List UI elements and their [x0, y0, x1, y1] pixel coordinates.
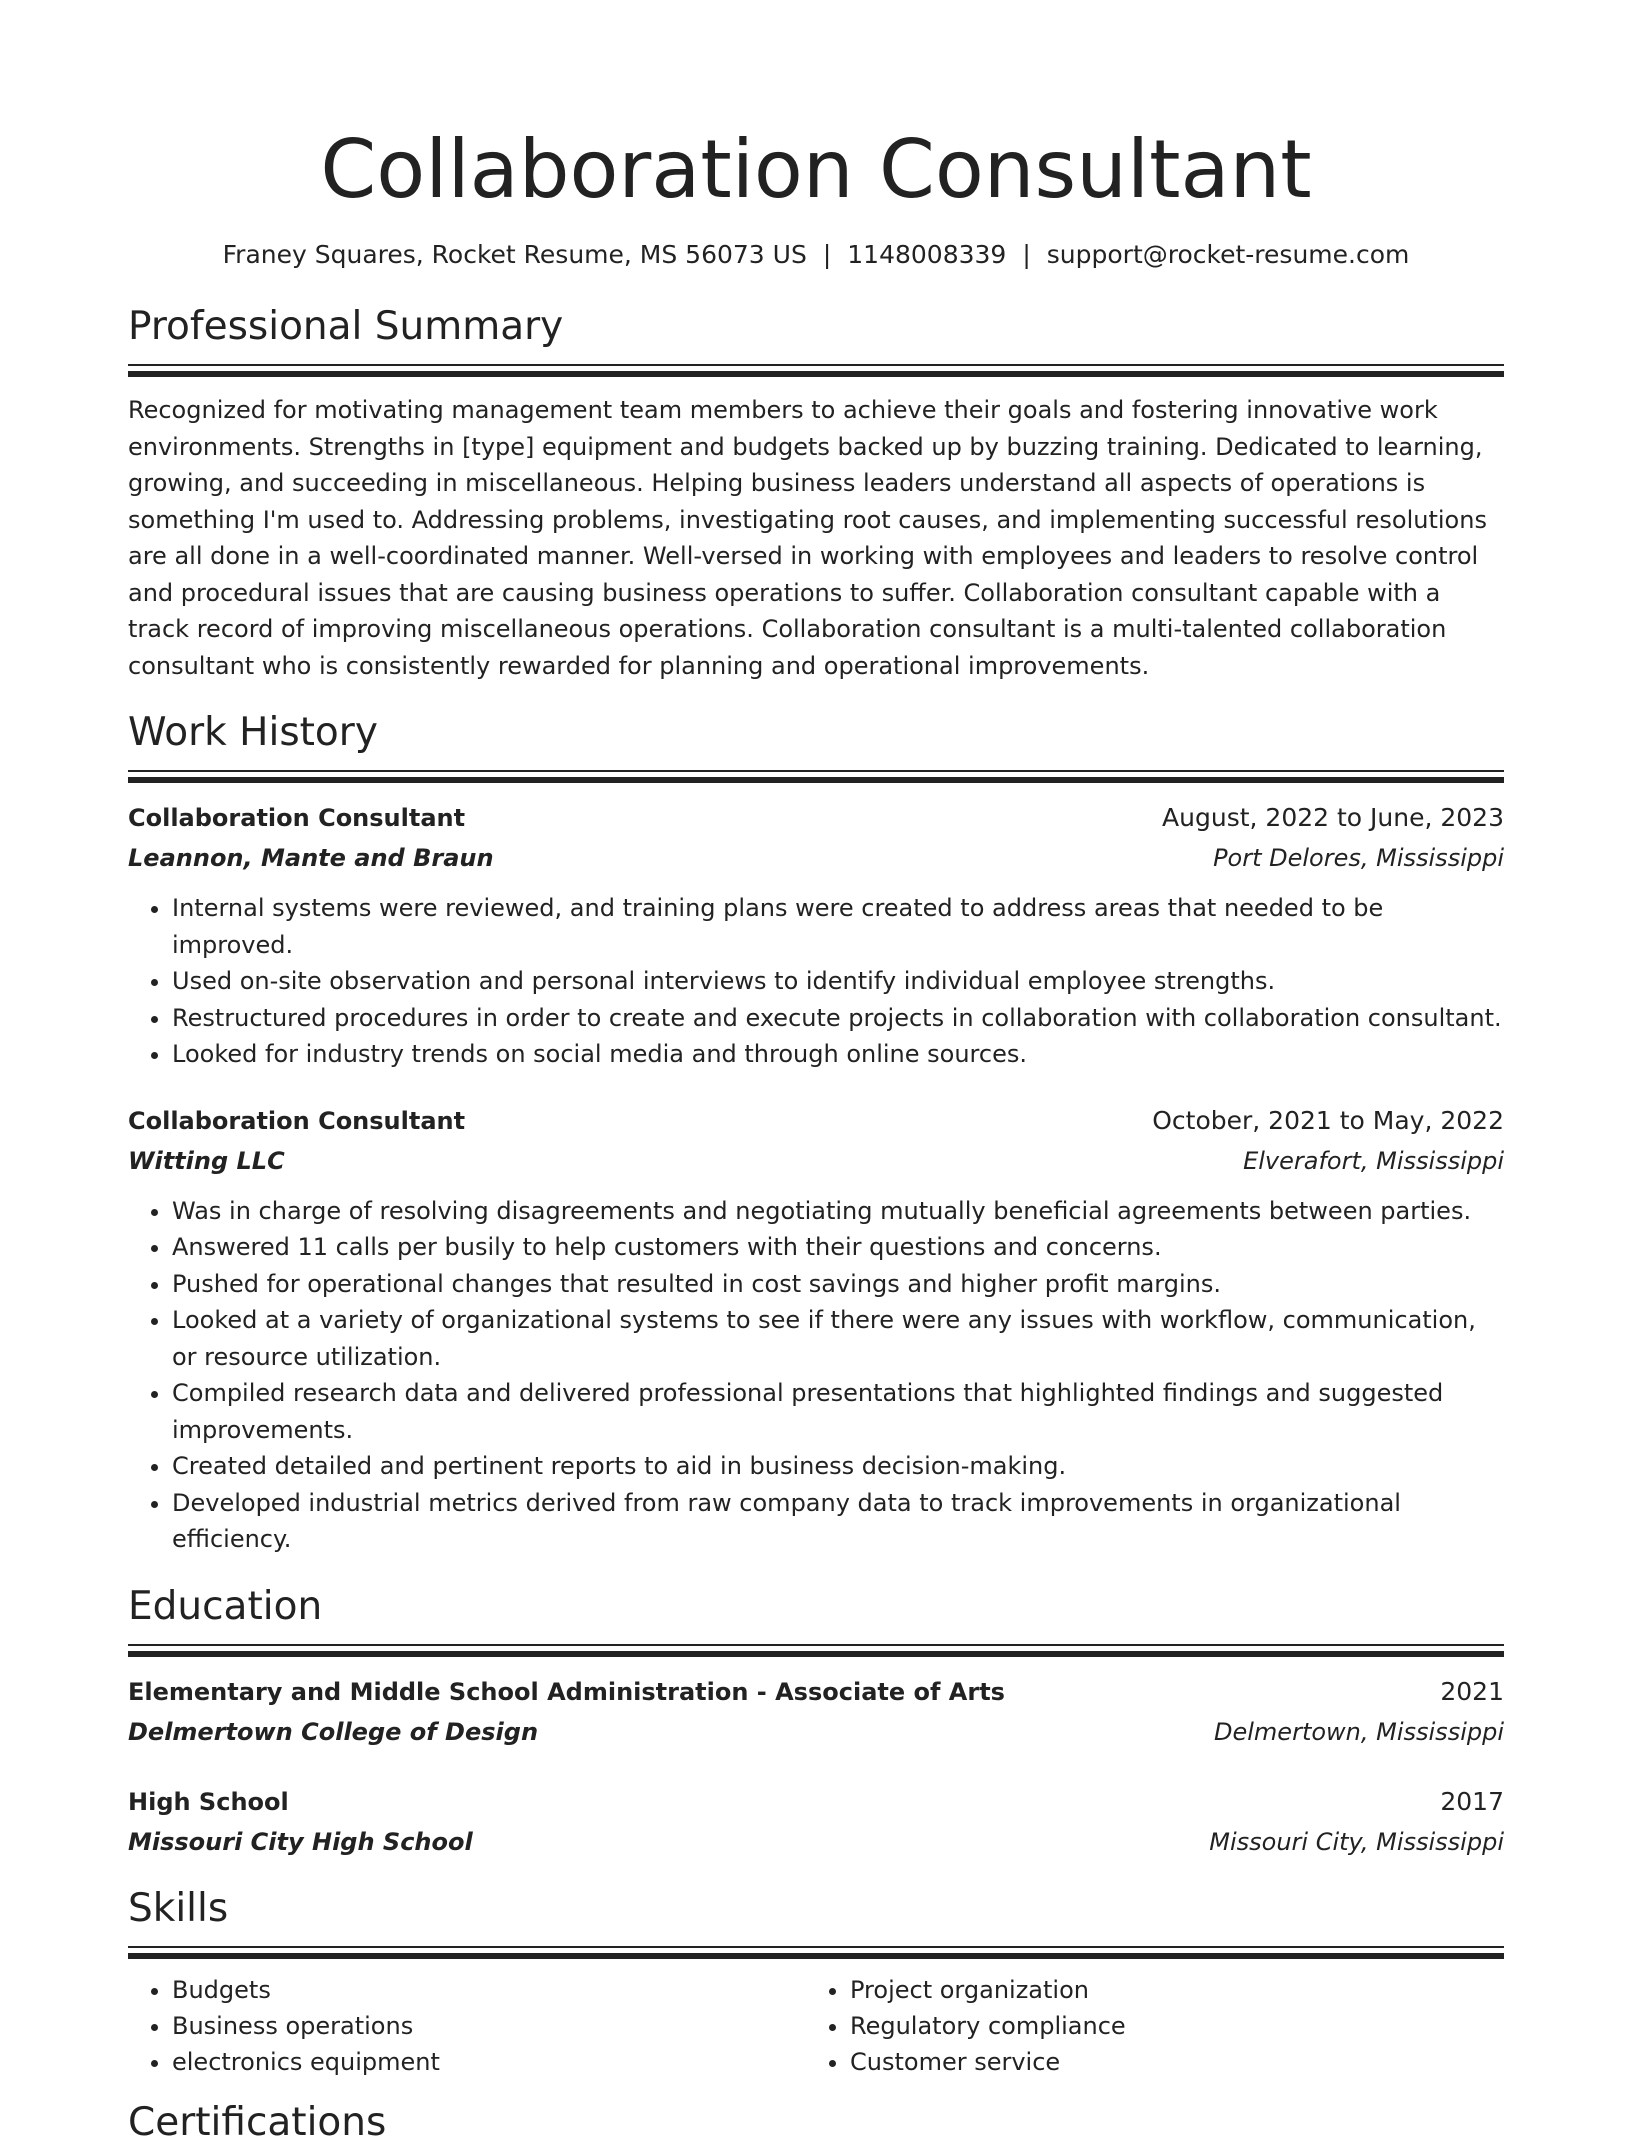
skills-column-right: [806, 1972, 1484, 2080]
education-entry: [128, 1672, 1504, 1752]
education-school: Delmertown College of Design: [128, 1717, 539, 1746]
education-degree: Elementary and Middle School Administration - Associate of Arts: [128, 1677, 1005, 1706]
section-title-education: Education: [128, 1583, 323, 1629]
skills-section: [128, 1884, 1504, 2080]
contact-address: Franey Squares, Rocket Resume, MS 56073 US: [222, 240, 807, 269]
section-title-skills: Skills: [128, 1885, 229, 1931]
work-section: [128, 708, 1504, 1558]
list-item: • Developed industrial metrics derived from raw company data to track improvements in organizational efficiency.: [172, 1485, 1504, 1558]
education-year: 2017: [1440, 1786, 1504, 1816]
job-bullets: [128, 890, 1504, 1073]
skills-column-left: [128, 1972, 806, 2080]
section-divider: [128, 1644, 1504, 1656]
skill-item: • Business operations: [172, 2008, 806, 2044]
contact-line: [128, 238, 1504, 272]
skill-item: • Budgets: [172, 1972, 806, 2008]
education-location: Delmertown, Mississippi: [1214, 1717, 1504, 1746]
list-item: • Looked for industry trends on social media and through online sources.: [172, 1036, 1504, 1073]
list-item: • Was in charge of resolving disagreements and negotiating mutually beneficial agreements between parties.: [172, 1193, 1504, 1230]
summary-section: [128, 302, 1504, 684]
contact-separator: |: [822, 240, 832, 269]
skill-item: • Project organization: [850, 1972, 1484, 2008]
section-title-certifications: Certifications: [128, 2099, 387, 2145]
skill-item: • electronics equipment: [172, 2044, 806, 2080]
list-item: • Answered 11 calls per busily to help customers with their questions and concerns.: [172, 1229, 1504, 1266]
job-location: Port Delores, Mississippi: [1213, 844, 1504, 872]
job-dates: August, 2022 to June, 2023: [1162, 803, 1504, 832]
section-divider: [128, 1946, 1504, 1958]
section-title-work: Work History: [128, 710, 378, 755]
certifications-section: [128, 2098, 1504, 2148]
contact-separator: |: [1022, 240, 1031, 269]
job-company: Witting LLC: [128, 1146, 285, 1175]
education-entry: [128, 1782, 1504, 1862]
skill-item: • Regulatory compliance: [850, 2008, 1484, 2044]
job-entry: [128, 1101, 1504, 1558]
resume-name: Collaboration Consultant: [320, 123, 1312, 216]
section-divider: [128, 770, 1504, 782]
list-item: • Looked at a variety of organizational systems to see if there were any issues with workflow, communication, or resource utilization.: [172, 1302, 1504, 1375]
education-year: 2021: [1440, 1676, 1504, 1706]
list-item: • Pushed for operational changes that resulted in cost savings and higher profit margins.: [172, 1266, 1504, 1303]
job-location: Elverafort, Mississippi: [1243, 1146, 1504, 1175]
job-entry: [128, 798, 1504, 1073]
job-bullets: [128, 1193, 1504, 1558]
list-item: • Used on-site observation and personal interviews to identify individual employee strengths.: [172, 963, 1504, 1000]
job-title: Collaboration Consultant: [128, 804, 466, 832]
education-school: Missouri City High School: [128, 1827, 473, 1856]
list-item: • Created detailed and pertinent reports to aid in business decision-making.: [172, 1448, 1504, 1485]
education-location: Missouri City, Mississippi: [1209, 1827, 1504, 1856]
section-divider: [128, 364, 1504, 376]
skill-item: • Customer service: [850, 2044, 1484, 2080]
list-item: • Restructured procedures in order to create and execute projects in collaboration with collaboration consultant.: [172, 1000, 1504, 1037]
summary-text: Recognized for motivating management team members to achieve their goals and fostering innovative work environments. Strengths in [type] equipment and budgets backed up by buzzing training. Dedicated to learning, growing, and succeeding in miscellaneous. Helping business leaders understand all aspects of operations is something I'm used to. Addressing problems, investigating root causes, and implementing successful resolutions are all done in a well-coordinated manner. Well-versed in working with employees and leaders to resolve control and procedural issues that are causing business operations to suffer. Collaboration consultant capable with a track record of improving miscellaneous operations. Collaboration consultant is a multi-talented collaboration consultant who is consistently rewarded for planning and operational improvements.: [128, 396, 1487, 680]
section-title-summary: Professional Summary: [128, 304, 564, 349]
list-item: • Internal systems were reviewed, and training plans were created to address areas that needed to be improved.: [172, 890, 1504, 963]
contact-phone: 1148008339: [847, 240, 1007, 269]
education-degree: High School: [128, 1787, 289, 1816]
job-company: Leannon, Mante and Braun: [128, 844, 494, 872]
job-dates: October, 2021 to May, 2022: [1152, 1105, 1504, 1135]
resume-page: [128, 0, 1504, 2148]
contact-email: support@rocket-resume.com: [1046, 240, 1410, 269]
job-title: Collaboration Consultant: [128, 1106, 466, 1135]
skills-grid: [128, 1972, 1504, 2080]
education-section: [128, 1582, 1504, 1862]
list-item: • Compiled research data and delivered professional presentations that highlighted findings and suggested improvements.: [172, 1375, 1504, 1448]
